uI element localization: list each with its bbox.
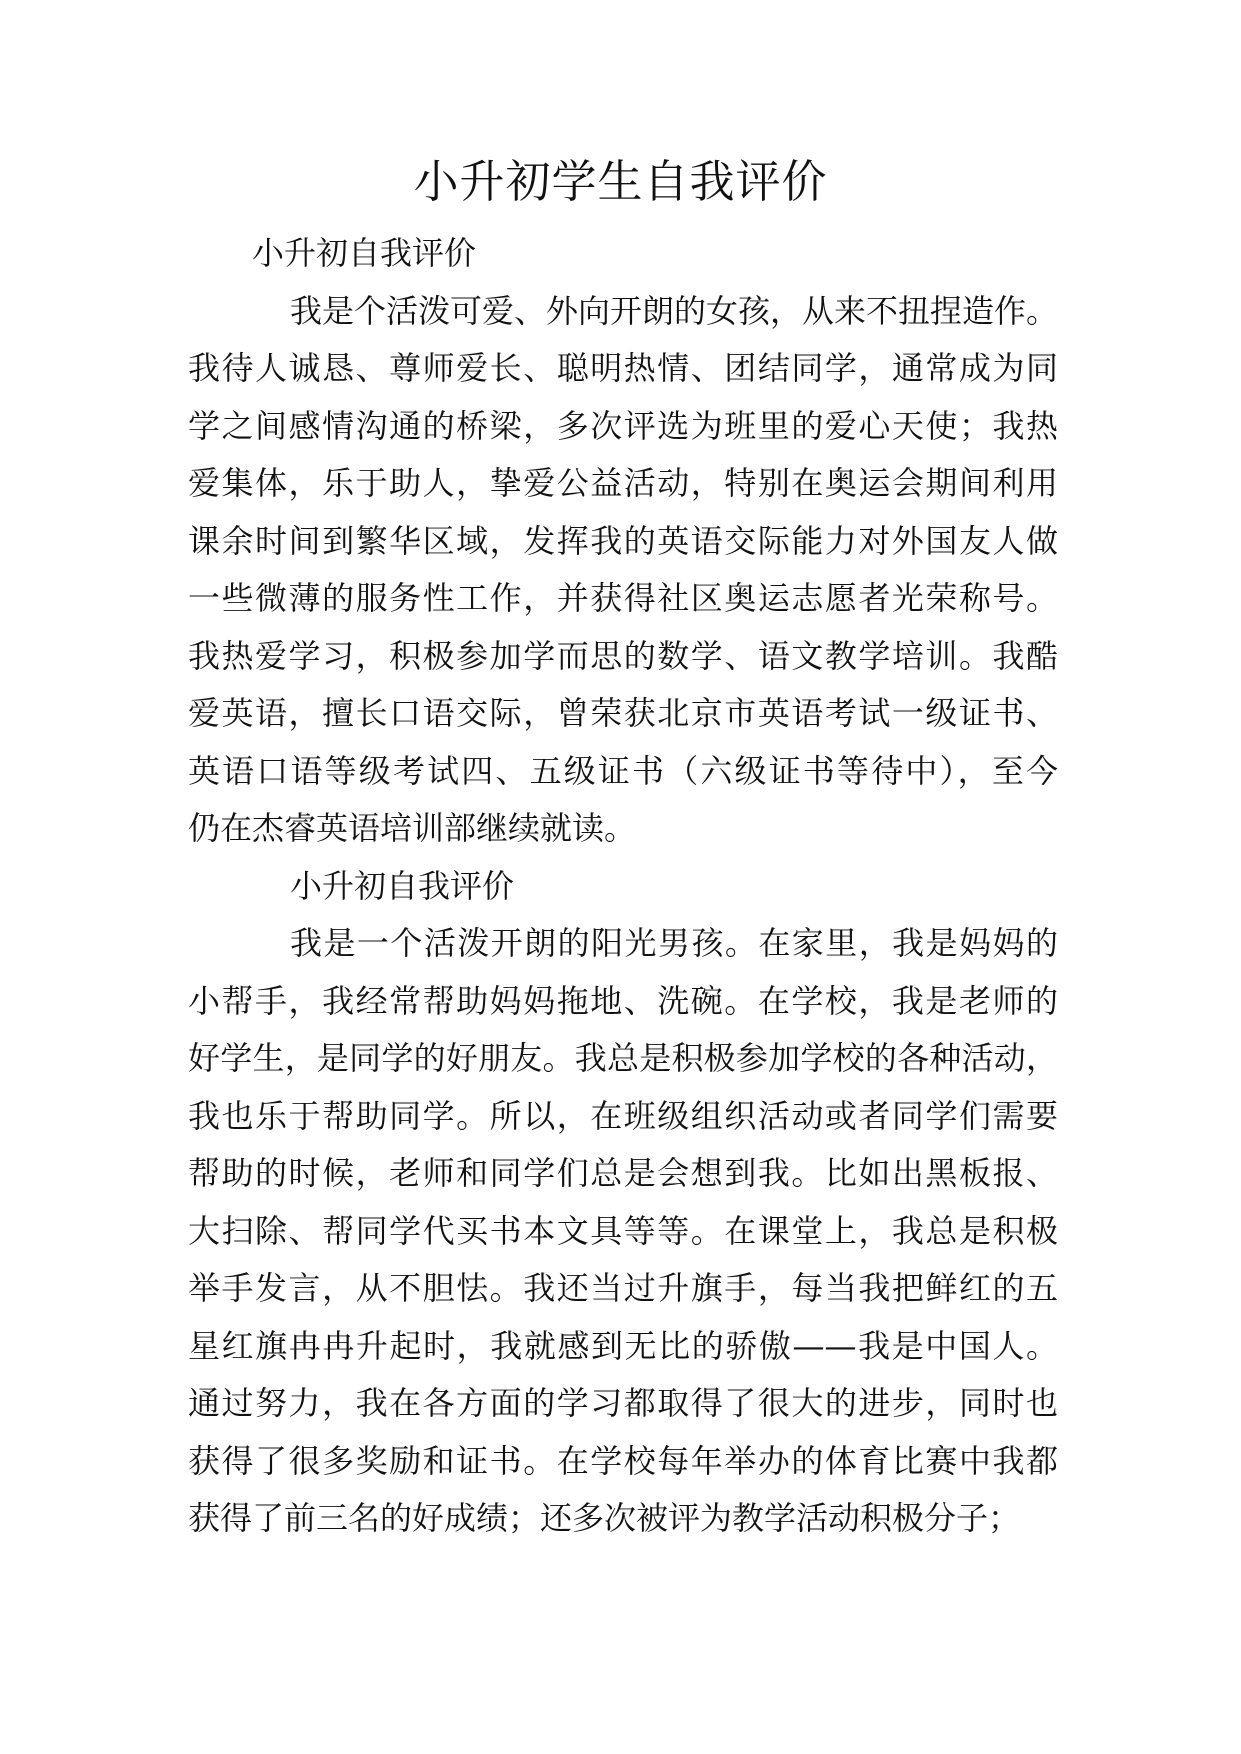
paragraph-line: 通过努力，我在各方面的学习都取得了很大的进步，同时也 [188, 1384, 1058, 1422]
paragraph-line: 小帮手，我经常帮助妈妈拖地、洗碗。在学校，我是老师的 [188, 981, 1058, 1020]
paragraph-line: 学之间感情沟通的桥梁，多次评选为班里的爱心天使；我热 [188, 406, 1058, 445]
paragraph-line: 获得了前三名的好成绩；还多次被评为教学活动积极分子； [188, 1499, 1021, 1537]
paragraph-line: 仍在杰睿英语培训部继续就读。 [188, 809, 637, 847]
paragraph-line: 好学生，是同学的好朋友。我总是积极参加学校的各种活动， [188, 1039, 1058, 1077]
paragraph-line: 举手发言，从不胆怯。我还当过升旗手，每当我把鲜红的五 [188, 1269, 1058, 1307]
paragraph-line: 我待人诚恳、尊师爱长、聪明热情、团结同学，通常成为同 [188, 349, 1058, 387]
document-title: 小升初学生自我评价 [413, 155, 828, 208]
paragraph-line: 星红旗冉冉升起时，我就感到无比的骄傲——我是中国人。 [188, 1326, 1058, 1365]
paragraph-line: 我热爱学习，积极参加学而思的数学、语文教学培训。我酷 [188, 636, 1058, 675]
paragraph-line: 帮助的时候，老师和同学们总是会想到我。比如出黑板报、 [188, 1154, 1058, 1192]
paragraph-line: 课余时间到繁华区域，发挥我的英语交际能力对外国友人做 [188, 521, 1058, 560]
section2-heading: 小升初自我评价 [290, 866, 515, 905]
paragraph-line: 我是个活泼可爱、外向开朗的女孩，从来不扭捏造作。 [290, 291, 1059, 330]
section1-heading: 小升初自我评价 [252, 234, 477, 272]
paragraph-line: 爱英语，擅长口语交际，曾荣获北京市英语考试一级证书、 [188, 694, 1058, 732]
paragraph-line: 我是一个活泼开朗的阳光男孩。在家里，我是妈妈的 [290, 924, 1058, 962]
paragraph-line: 获得了很多奖励和证书。在学校每年举办的体育比赛中我都 [188, 1441, 1058, 1480]
paragraph-line: 爱集体，乐于助人，挚爱公益活动，特别在奥运会期间利用 [188, 464, 1058, 502]
paragraph-line: 我也乐于帮助同学。所以，在班级组织活动或者同学们需要 [188, 1096, 1058, 1135]
paragraph-line: 一些微薄的服务性工作，并获得社区奥运志愿者光荣称号。 [188, 579, 1058, 617]
paragraph-line: 大扫除、帮同学代买书本文具等等。在课堂上，我总是积极 [188, 1211, 1058, 1250]
document-body [188, 225, 1058, 1548]
paragraph-line: 英语口语等级考试四、五级证书（六级证书等待中），至今 [188, 751, 1058, 790]
